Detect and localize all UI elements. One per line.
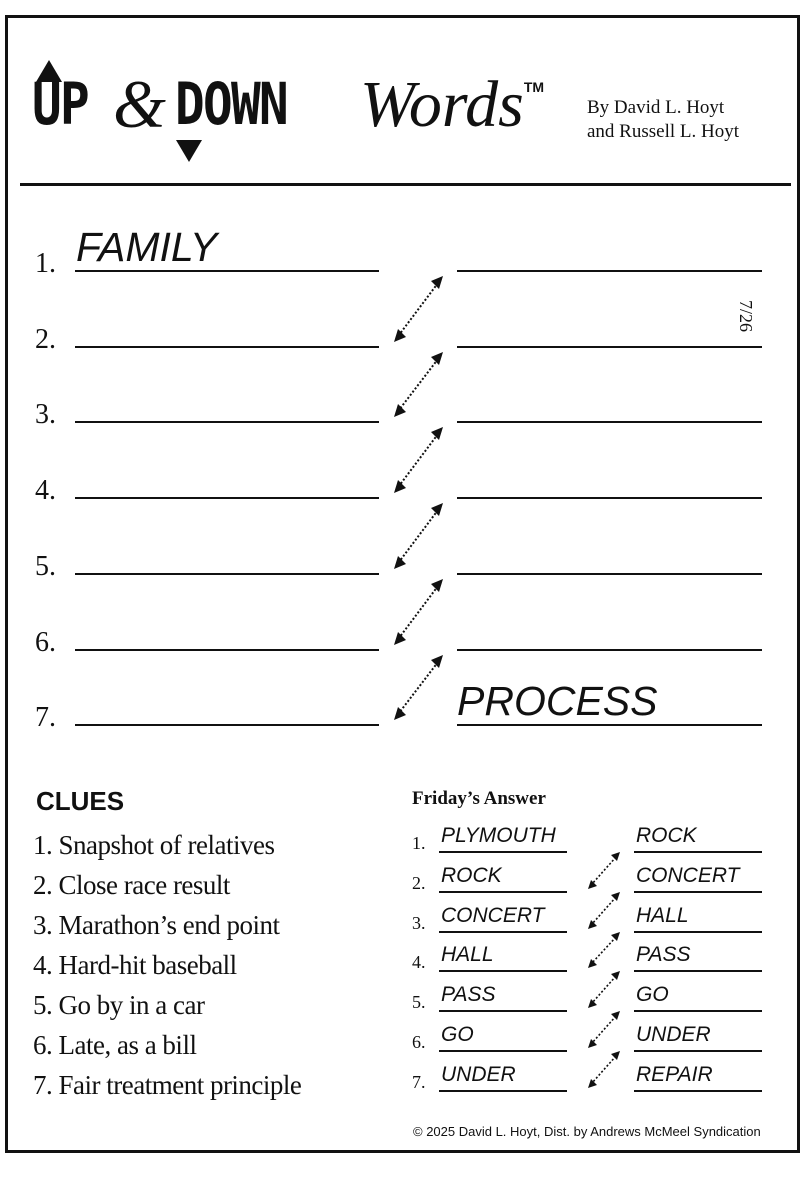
row-number: 4. [35,475,56,506]
row-number: 6. [35,627,56,658]
clue-item: 5. Go by in a car [33,990,205,1020]
fridays-answer-number: 1. [412,833,426,853]
clue-item: 7. Fair treatment principle [33,1070,302,1100]
double-arrow-icon [588,971,620,1008]
fridays-answer-number: 6. [412,1032,426,1052]
fridays-answer-word-left: PLYMOUTH [441,824,556,847]
double-arrow-icon [588,852,620,889]
clue-item: 1. Snapshot of relatives [33,830,275,860]
double-arrow-icon [588,892,620,929]
fridays-answer-word-left: ROCK [441,864,502,887]
date-code: 7/26 [736,300,756,333]
clue-item: 4. Hard-hit baseball [33,950,237,980]
answer-word-right: PROCESS [457,678,658,724]
double-arrow-icon [588,1051,620,1088]
fridays-answer-word-left: GO [441,1023,474,1046]
fridays-answer-word-left: UNDER [441,1063,516,1086]
row-number: 5. [35,551,56,582]
row-number: 3. [35,399,56,430]
fridays-answer-word-left: CONCERT [441,904,545,927]
clue-item: 6. Late, as a bill [33,1030,197,1060]
fridays-answer-word-left: HALL [441,943,494,966]
fridays-answer-word-right: UNDER [636,1023,711,1046]
fridays-answer-word-right: PASS [636,943,691,966]
fridays-answer-number: 2. [412,873,426,893]
byline-line-2: and Russell L. Hoyt [587,121,739,142]
byline-line-1: By David L. Hoyt [587,97,725,118]
logo-words-text: Words [360,68,524,141]
fridays-answer-number: 5. [412,992,426,1012]
fridays-answer-word-right: HALL [636,904,689,927]
fridays-answer-word-right: GO [636,983,669,1006]
logo-ampersand: & [113,66,166,142]
double-arrow-icon [588,932,620,968]
fridays-answer-number: 3. [412,913,426,933]
clue-item: 3. Marathon’s end point [33,910,280,940]
fridays-answer-word-right: CONCERT [636,864,740,887]
fridays-answer-word-right: ROCK [636,824,697,847]
clues-title: CLUES [36,786,125,816]
copyright: © 2025 David L. Hoyt, Dist. by Andrews McMeel Syndication [413,1124,761,1139]
row-number: 2. [35,324,56,355]
fridays-answer-number: 4. [412,952,426,972]
fridays-answer-number: 7. [412,1072,426,1092]
trademark: TM [523,79,545,95]
row-number: 7. [35,702,56,733]
clue-item: 2. Close race result [33,870,230,900]
fridays-answer-word-left: PASS [441,983,496,1006]
fridays-answer-title: Friday’s Answer [412,788,546,809]
logo-down: DOWN [175,70,287,138]
fridays-answer-word-right: REPAIR [636,1063,713,1086]
row-number: 1. [35,248,56,279]
answer-word-left: FAMILY [76,224,218,270]
logo-up: UP [32,70,88,138]
double-arrow-icon [588,1011,620,1048]
